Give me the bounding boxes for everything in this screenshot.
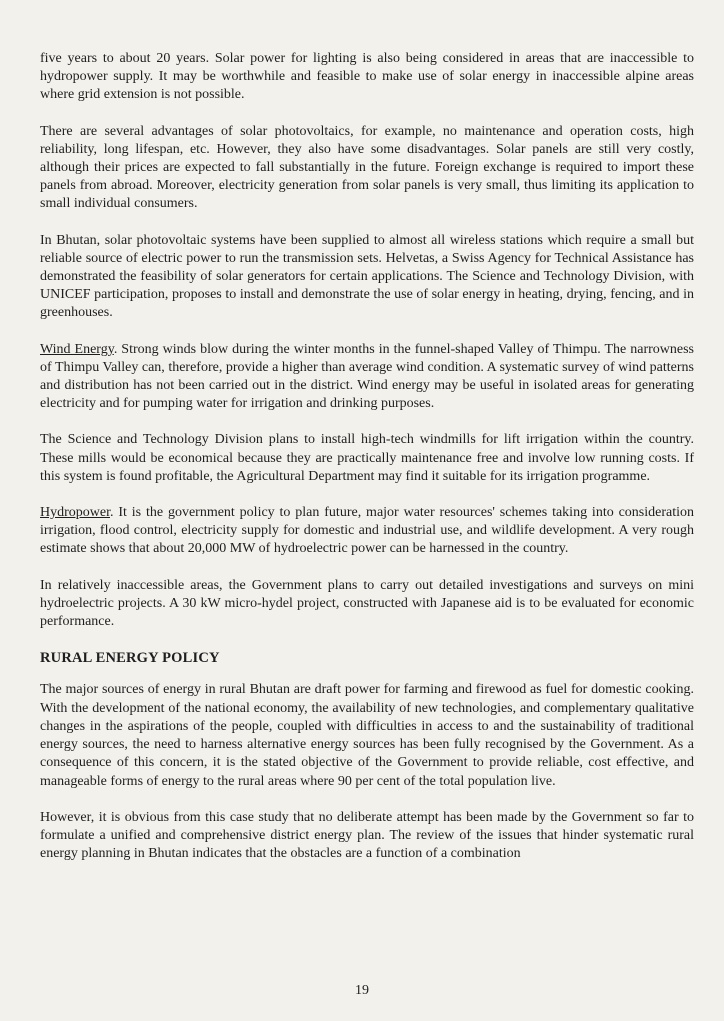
paragraph-solar-bhutan bbox=[40, 232, 694, 323]
paragraph-solar-lighting bbox=[40, 50, 694, 105]
subheading-hydropower: Hydropower bbox=[40, 505, 110, 521]
subheading-wind-energy: Wind Energy bbox=[40, 341, 114, 357]
paragraph-text: In relatively inaccessible areas, the Government plans to carry out detailed investigations and surveys on mini hydroelectric projects. A 30 kW micro-hydel project, constructed with Japanese aid is to be evaluated for economic performance. bbox=[40, 577, 694, 630]
paragraph-text: However, it is obvious from this case study that no deliberate attempt has been made by the Government so far to formulate a unified and comprehensive district energy plan. The review of the issues that hinder systematic rural energy planning in Bhutan indicates that the obstacles are a function of a combination bbox=[40, 809, 694, 862]
paragraph-windmills bbox=[40, 431, 694, 486]
paragraph-text: In Bhutan, solar photovoltaic systems have been supplied to almost all wireless stations which require a small but reliable source of electric power to run the transmission sets. Helvetas, a Swiss Agency for Technical Assistance has demonstrated the feasibility of solar generators for certain applications. The Science and Technology Division, with UNICEF participation, proposes to install and demonstrate the use of solar energy in heating, drying, fencing, and in greenhouses. bbox=[40, 232, 694, 321]
paragraph-text: . It is the government policy to plan future, major water resources' schemes taking into consideration irrigation, flood control, electricity supply for domestic and industrial use, and wildlife development. A very rough estimate shows that about 20,000 MW of hydroelectric power can be harnessed in the country. bbox=[40, 505, 694, 557]
paragraph-text: The Science and Technology Division plans to install high-tech windmills for lift irrigation within the country. These mills would be economical because they are practically maintenance free and involve low running costs. If this system is found profitable, the Agricultural Department may find it suitable for its irrigation programme. bbox=[40, 432, 694, 484]
paragraph-text: . Strong winds blow during the winter months in the funnel-shaped Valley of Thimpu. The narrowness of Thimpu Valley can, therefore, provide a higher than average wind condition. A systematic survey of wind patterns and distribution has not been carried out in the district. Wind energy may be useful in isolated areas for generating electricity and for pumping water for irrigation and drinking purposes. bbox=[40, 341, 694, 412]
paragraph-hydropower bbox=[40, 504, 694, 559]
paragraph-text: five years to about 20 years. Solar power for lighting is also being considered in areas that are inaccessible to hydropower supply. It may be worthwhile and feasible to make use of solar energy in inaccessible alpine areas where grid extension is not possible. bbox=[40, 51, 694, 103]
section-heading: RURAL ENERGY POLICY bbox=[40, 650, 220, 667]
paragraph-district-energy-plan bbox=[40, 809, 694, 864]
paragraph-text: There are several advantages of solar photovoltaics, for example, no maintenance and operation costs, high reliability, long lifespan, etc. However, they also have some disadvantages. Solar panels are still very costly, although their prices are expected to fall substantially in the future. Foreign exchange is required to import these panels from abroad. Moreover, electricity generation from solar panels is very small, thus limiting its application to small individual consumers. bbox=[40, 123, 694, 212]
page-number: 19 bbox=[355, 983, 369, 998]
paragraph-solar-advantages bbox=[40, 123, 694, 214]
paragraph-text: The major sources of energy in rural Bhutan are draft power for farming and firewood as fuel for domestic cooking. With the development of the national economy, the availability of new technologies, and complementary qualitative changes in the aspirations of the people, coupled with difficulties in access to and the sustainability of traditional energy sources, the need to harness alternative energy sources has been fully recognised by the Government. As a consequence of this concern, it is the stated objective of the Government to provide reliable, cost effective, and manageable forms of energy to the rural areas where 90 per cent of the total population live. bbox=[40, 682, 694, 789]
paragraph-mini-hydro bbox=[40, 577, 694, 632]
paragraph-wind-energy bbox=[40, 341, 694, 414]
document-body bbox=[40, 50, 694, 881]
paragraph-rural-energy-sources bbox=[40, 681, 694, 790]
